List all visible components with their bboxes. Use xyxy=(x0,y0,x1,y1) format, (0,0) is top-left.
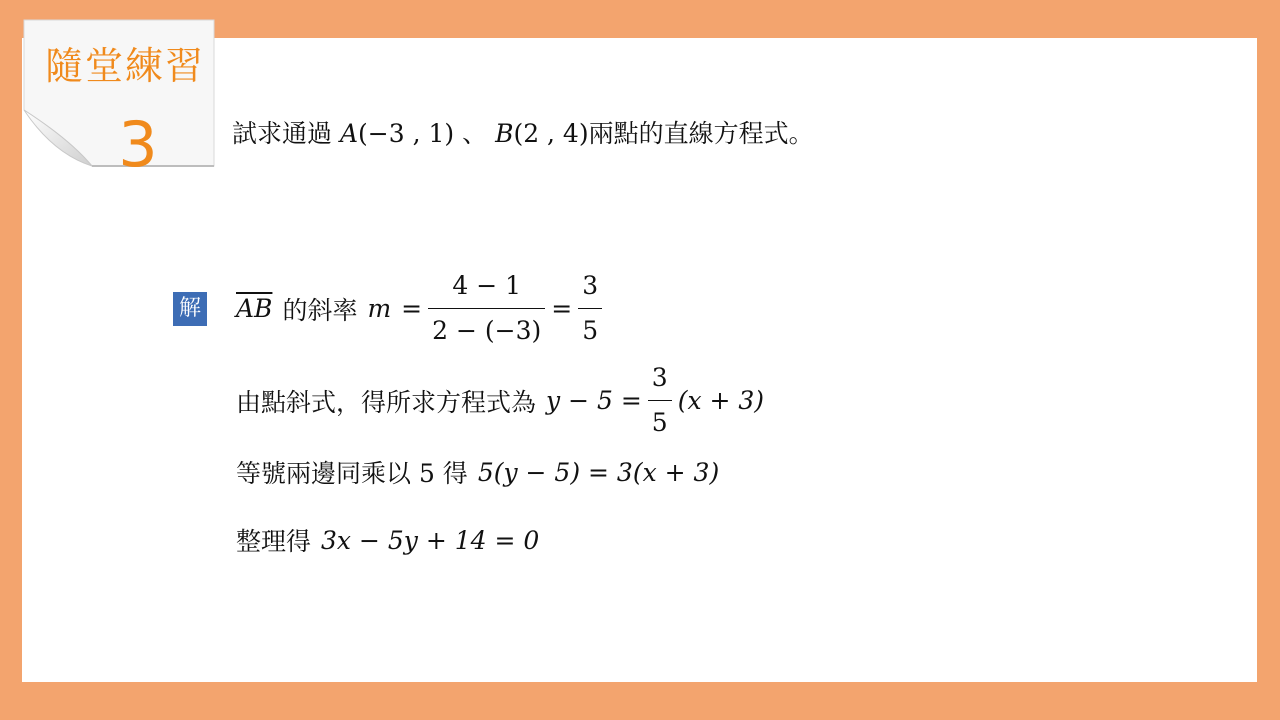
point-a-coords: (−3 , 1) xyxy=(358,119,455,148)
solution-label: 解 xyxy=(173,292,207,326)
point-b-coords: (2 , 4) xyxy=(513,119,589,148)
multiply-text: 等號兩邊同乘以 5 得 xyxy=(236,459,468,488)
slope-fraction-1 xyxy=(428,268,545,349)
slope-var: m xyxy=(367,294,392,323)
fraction-2-numerator: 3 xyxy=(582,271,599,300)
equals-2: = xyxy=(551,294,573,323)
fraction-2-denominator: 5 xyxy=(578,308,602,349)
solution-line-1 xyxy=(236,268,608,349)
point-slope-text: 由點斜式，得所求方程式為 xyxy=(236,387,537,417)
point-b-label: B xyxy=(495,119,514,148)
question-separator: 、 xyxy=(462,119,488,148)
slope-text: 的斜率 xyxy=(282,295,358,325)
final-equation: 3x − 5y + 14 = 0 xyxy=(321,525,540,555)
line-2-rhs: (x + 3) xyxy=(677,386,765,415)
question-suffix: 兩點的直線方程式。 xyxy=(588,119,814,148)
badge-title: 隨堂練習 xyxy=(44,44,205,88)
point-a-label: A xyxy=(339,119,359,148)
practice-badge xyxy=(22,18,216,181)
solution-line-4 xyxy=(236,520,539,560)
fraction-1-numerator: 4 − 1 xyxy=(452,271,521,300)
simplify-text: 整理得 xyxy=(236,527,312,556)
question-prefix: 試求通過 xyxy=(232,119,333,148)
question-text xyxy=(232,114,814,154)
line-2-denominator: 5 xyxy=(648,400,672,441)
line-3-expression: 5(y − 5) = 3(x + 3) xyxy=(477,457,720,487)
badge-number: 3 xyxy=(118,108,158,181)
line-2-numerator: 3 xyxy=(651,363,668,392)
segment-ab: $\overline{AB}$ xyxy=(236,294,273,323)
equals-1: = xyxy=(401,294,423,323)
solution-line-3 xyxy=(236,452,719,492)
slope-fraction-2 xyxy=(578,268,602,349)
line-2-lhs: y − 5 = xyxy=(546,386,642,415)
fraction-1-denominator: 2 − (−3) xyxy=(428,308,545,349)
line-2-fraction xyxy=(648,360,672,441)
solution-line-2 xyxy=(236,360,764,441)
